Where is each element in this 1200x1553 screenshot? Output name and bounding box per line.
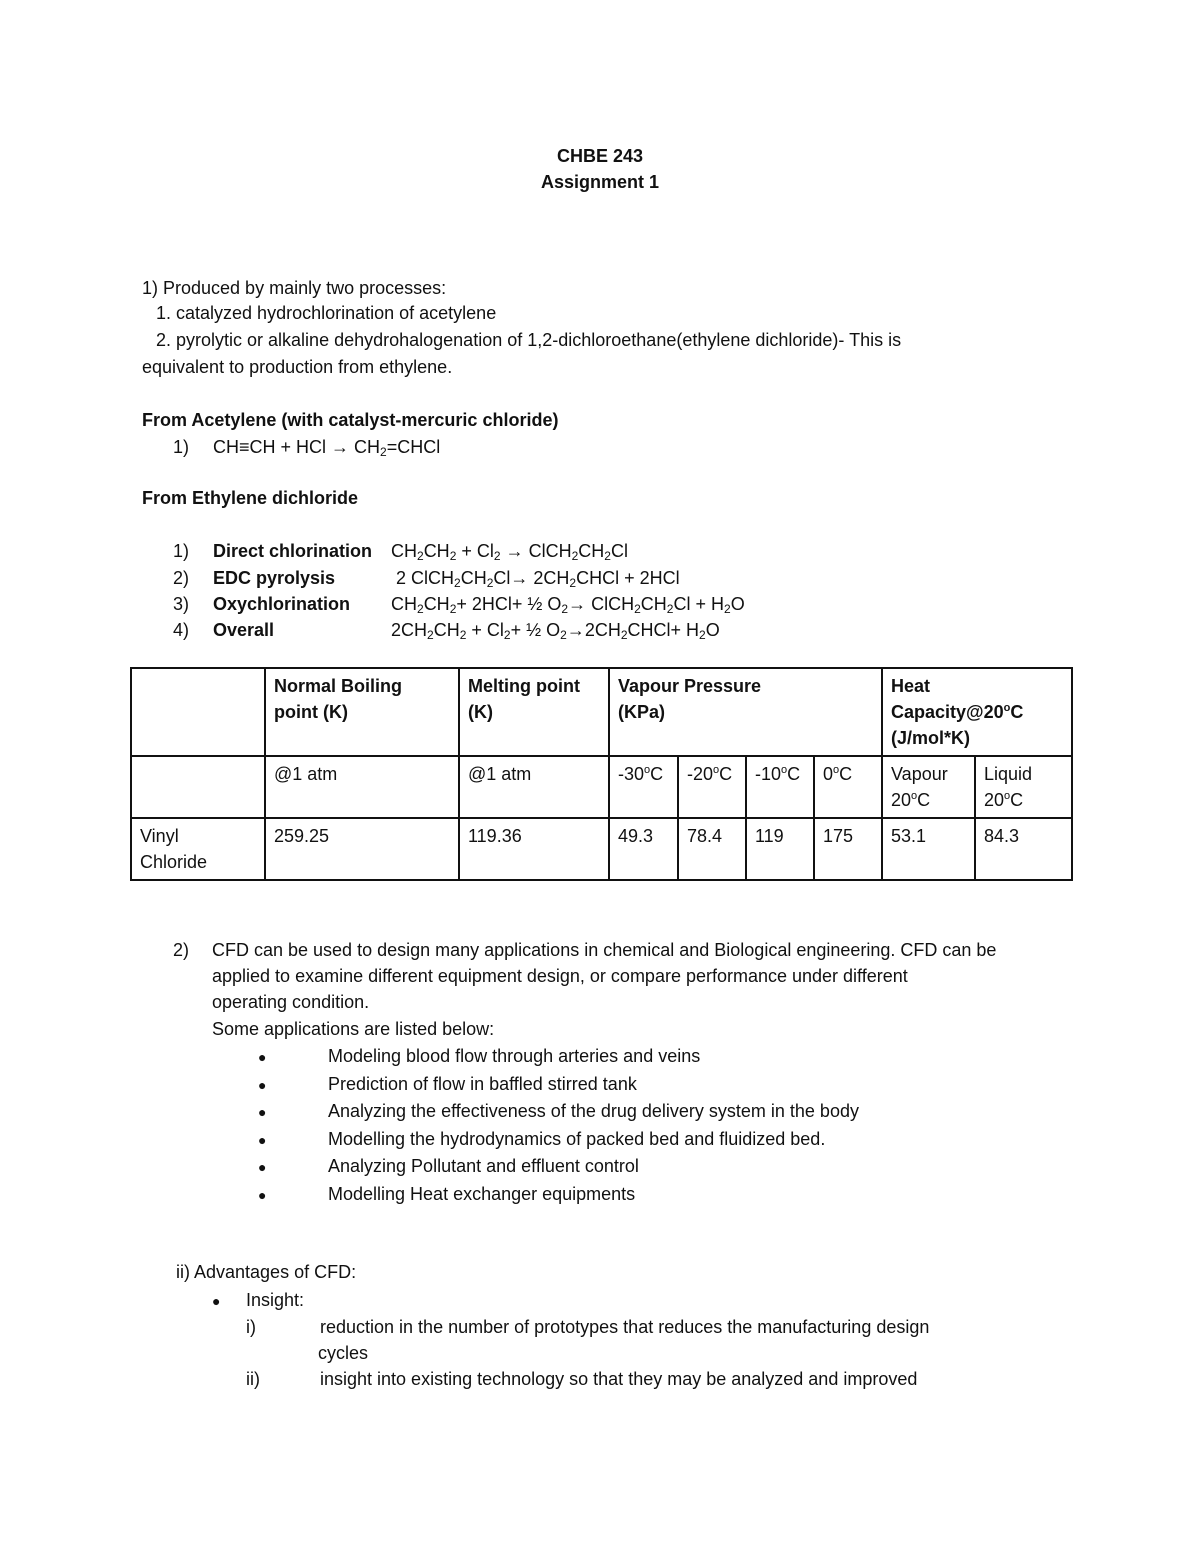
- cell-vp-value: 175: [814, 818, 882, 880]
- properties-table: [130, 667, 1073, 881]
- table-condition-row: [131, 756, 1072, 818]
- reaction-num: 1): [173, 541, 190, 561]
- reaction-label: Oxychlorination: [213, 594, 351, 614]
- cell-vp-value: 49.3: [609, 818, 678, 880]
- reaction-direct-chlorination: 1) Direct chlorination $CH_2CH_2 + Cl_2$ → $ClCH_2CH_2Cl$: [173, 541, 628, 563]
- process-2-line2: equivalent to production from ethylene.: [142, 357, 453, 377]
- acetylene-reaction-num: 1): [173, 437, 190, 457]
- process-2-line1: 2. pyrolytic or alkaline dehydrohalogenation of 1,2-dichloroethane(ethylene dichloride)- This is: [156, 330, 902, 350]
- table-row: [131, 818, 1072, 880]
- bullet-icon: ●: [258, 1104, 267, 1120]
- cell-temp: -30$^o$C: [609, 756, 678, 818]
- reaction-oxychlorination: 3) Oxychlorination $CH_2CH_2+ 2HCl+$ ½ $O_2\to$ $ClCH_2CH_2Cl + H_2O$: [173, 594, 745, 616]
- bullet-icon: ●: [212, 1293, 221, 1309]
- bullet-icon: ●: [258, 1077, 267, 1093]
- header-text: (K): [468, 702, 493, 722]
- reaction-num: 3): [173, 594, 190, 614]
- process-1: 1. catalyzed hydrochlorination of acetylene: [156, 303, 497, 323]
- acetylene-heading: From Acetylene (with catalyst-mercuric chloride): [142, 410, 559, 430]
- reaction-label: EDC pyrolysis: [213, 568, 336, 588]
- header-text: Normal Boiling: [274, 676, 403, 696]
- cell-temp: -10$^o$C: [746, 756, 814, 818]
- cell-cp-vapour: 53.1: [882, 818, 975, 880]
- cell-melting-condition: @1 atm: [459, 756, 609, 818]
- bullet-icon: ●: [258, 1159, 267, 1175]
- reaction-num: 4): [173, 620, 190, 640]
- list-item: ● Prediction of flow in baffled stirred tank: [258, 1074, 637, 1094]
- cell-temp: -20$^o$C: [678, 756, 746, 818]
- assignment-title: Assignment 1: [540, 172, 660, 192]
- header-text: (J/mol*K): [891, 728, 971, 748]
- applications-intro: Some applications are listed below:: [212, 1019, 495, 1039]
- q2-number: 2): [173, 940, 190, 960]
- cell-boiling-value: 259.25: [265, 818, 459, 880]
- insight-subitem: ii) insight into existing technology so that they may be analyzed and improved: [246, 1369, 918, 1389]
- reaction-edc-pyrolysis: 2) EDC pyrolysis 2 $ClCH_2CH_2Cl\to$ $2CH_2CHCl + 2HCl$: [173, 568, 680, 590]
- list-item: ● Analyzing Pollutant and effluent control: [258, 1156, 639, 1176]
- course-title: CHBE 243: [556, 146, 644, 166]
- header-text: Melting point: [468, 676, 580, 696]
- header-text: Vapour Pressure: [618, 676, 762, 696]
- table-cell-empty: [131, 668, 265, 756]
- q2-para-line3: operating condition.: [212, 992, 370, 1012]
- q1-intro: 1) Produced by mainly two processes:: [142, 278, 447, 298]
- header-heat-capacity: [882, 668, 1072, 756]
- reaction-num: 2): [173, 568, 190, 588]
- roman-numeral: ii): [246, 1369, 260, 1389]
- header-text: (KPa): [618, 702, 666, 722]
- bullet-icon: ●: [258, 1132, 267, 1148]
- acetylene-reaction: 1) CH≡CH + HCl → $CH_2=CHCl$: [173, 437, 441, 459]
- cell-vp-value: 78.4: [678, 818, 746, 880]
- list-item: ● Modelling the hydrodynamics of packed bed and fluidized bed.: [258, 1129, 826, 1149]
- insight-item: ● Insight:: [212, 1290, 305, 1310]
- bullet-icon: ●: [258, 1187, 267, 1203]
- cell-melting-value: 119.36: [459, 818, 609, 880]
- list-item: ● Modelling Heat exchanger equipments: [258, 1184, 636, 1204]
- insight-subitem-continuation: cycles: [318, 1343, 369, 1363]
- cell-vapour-phase: Vapour 20$^o$C: [882, 756, 975, 818]
- header-text: point (K): [274, 702, 348, 722]
- cell-temp: 0$^o$C: [814, 756, 882, 818]
- list-item: ● Modeling blood flow through arteries and veins: [258, 1046, 701, 1066]
- advantages-heading: ii) Advantages of CFD:: [176, 1262, 357, 1282]
- cell-cp-liquid: 84.3: [975, 818, 1072, 880]
- header-text: Capacity@20$^o$C: [891, 702, 1024, 722]
- q2-para-line1: CFD can be used to design many applications in chemical and Biological engineering. CFD can be: [212, 940, 997, 960]
- header-text: Heat: [891, 676, 931, 696]
- reaction-label: Direct chlorination: [213, 541, 373, 561]
- table-cell-empty: [131, 756, 265, 818]
- header-vapour-pressure: [609, 668, 882, 756]
- bullet-icon: ●: [258, 1049, 267, 1065]
- cell-boiling-condition: @1 atm: [265, 756, 459, 818]
- q2-para-line2: applied to examine different equipment design, or compare performance under different: [212, 966, 908, 986]
- header-melting-point: [459, 668, 609, 756]
- list-item: ● Analyzing the effectiveness of the drug delivery system in the body: [258, 1101, 859, 1121]
- table-header-row: [131, 668, 1072, 756]
- cell-compound-name: Vinyl Chloride: [131, 818, 265, 880]
- reaction-label: Overall: [213, 620, 275, 640]
- edc-heading: From Ethylene dichloride: [142, 488, 359, 508]
- reaction-overall: 4) Overall $2CH_2CH_2 + Cl_2+$ ½ $O_2\to 2CH_2CHCl+ H_2O$: [173, 620, 720, 642]
- header-boiling-point: [265, 668, 459, 756]
- insight-subitem: i) reduction in the number of prototypes that reduces the manufacturing design: [246, 1317, 930, 1337]
- cell-vp-value: 119: [746, 818, 814, 880]
- roman-numeral: i): [246, 1317, 256, 1337]
- cell-liquid-phase: Liquid 20$^o$C: [975, 756, 1072, 818]
